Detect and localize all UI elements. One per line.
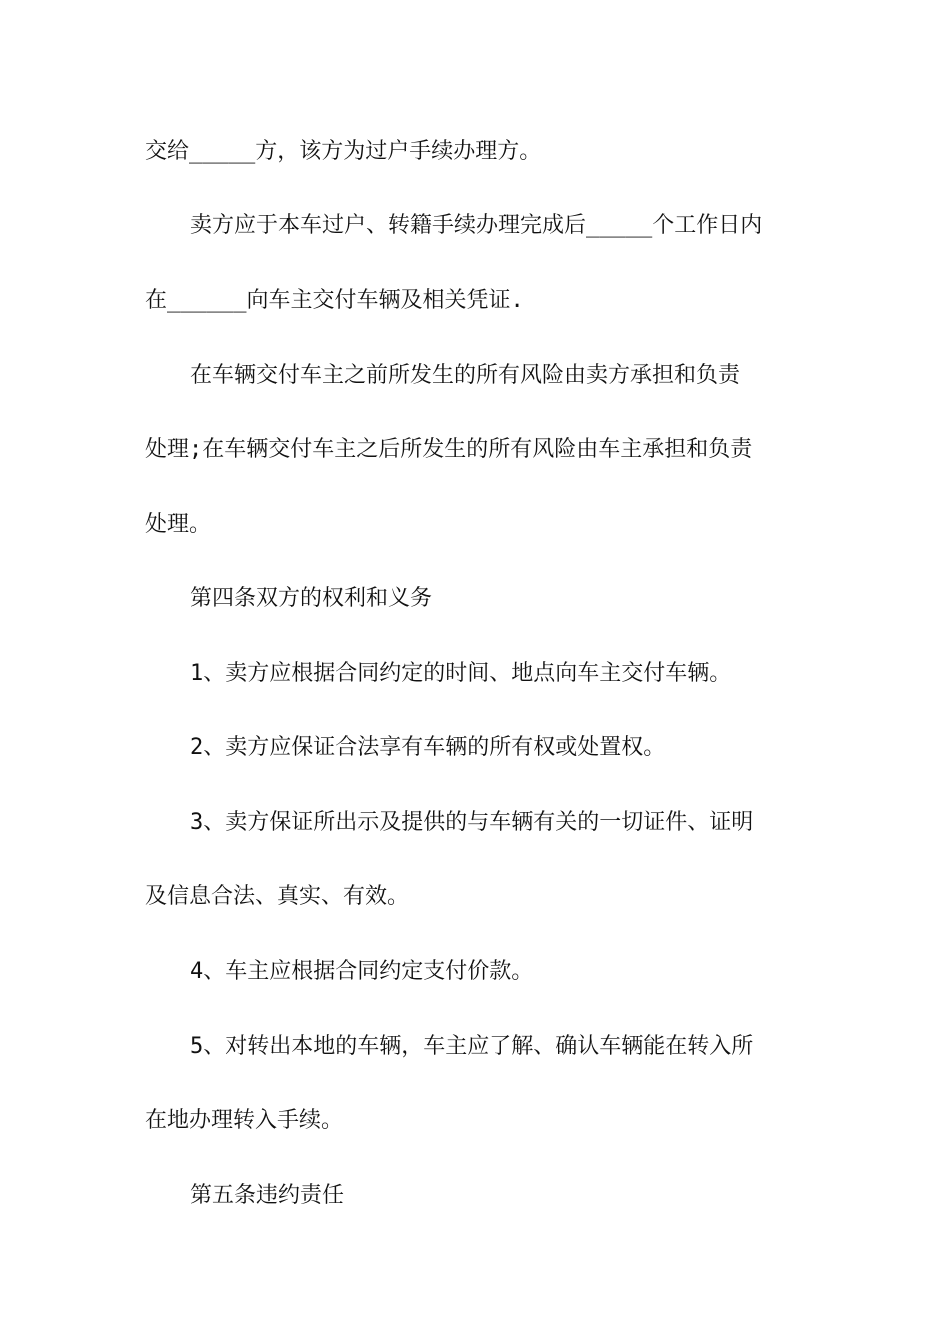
paragraph-line-4: 在车辆交付车主之前所发生的所有风险由卖方承担和负责 [190,363,741,388]
list-item-5: 5、对转出本地的车辆，车主应了解、确认车辆能在转入所 [190,1034,754,1059]
paragraph-line-3: 在______向车主交付车辆及相关凭证. [145,288,524,313]
list-item-4: 4、车主应根据合同约定支付价款。 [190,959,534,984]
paragraph-line-5: 处理;在车辆交付车主之后所发生的所有风险由车主承担和负责 [145,437,753,462]
list-item-1: 1、卖方应根据合同约定的时间、地点向车主交付车辆。 [190,661,732,686]
section-heading-five: 第五条违约责任 [190,1183,345,1208]
list-item-3-continued: 及信息合法、真实、有效。 [145,884,410,909]
paragraph-line-2: 卖方应于本车过户、转籍手续办理完成后_____个工作日内 [190,213,763,238]
paragraph-line-6: 处理。 [145,512,212,537]
list-item-2: 2、卖方应保证合法享有车辆的所有权或处置权。 [190,735,666,760]
paragraph-line-1: 交给_____方，该方为过户手续办理方。 [145,139,542,164]
section-heading-four: 第四条双方的权利和义务 [190,586,433,611]
list-item-3: 3、卖方保证所出示及提供的与车辆有关的一切证件、证明 [190,810,754,835]
list-item-5-continued: 在地办理转入手续。 [145,1108,344,1133]
